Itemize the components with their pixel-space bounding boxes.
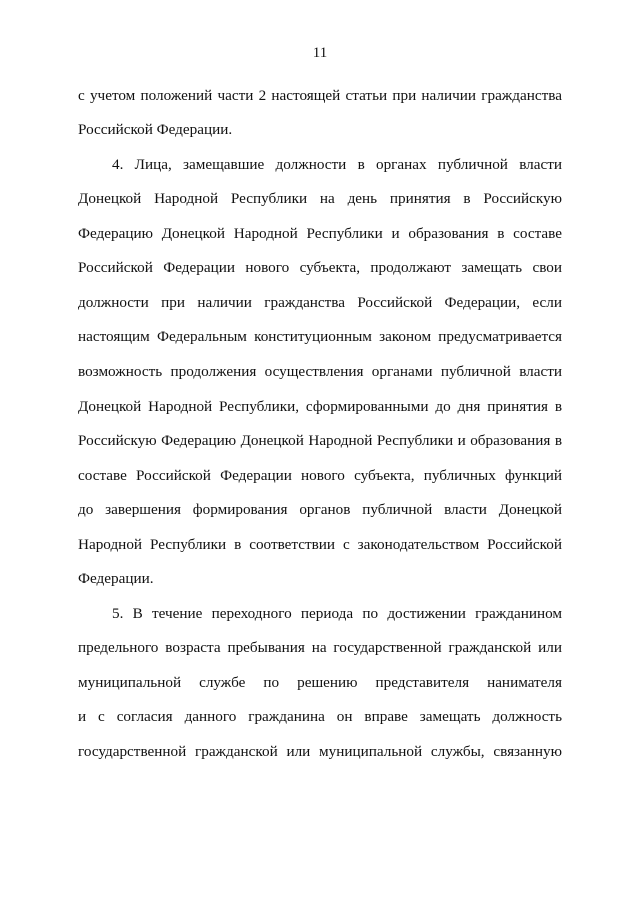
text-line-7: должности при наличии гражданства Российской Федерации, если: [78, 294, 562, 311]
paragraph-5-first-line: 5. В течение переходного периода по достижении гражданином: [112, 605, 562, 622]
text-line-18: муниципальной службе по решению представителя нанимателя: [78, 674, 562, 691]
text-line-2: Российской Федерации.: [78, 121, 233, 138]
text-line-6: Российской Федерации нового субъекта, продолжают замещать свои: [78, 259, 562, 276]
text-line-15: Федерации.: [78, 570, 154, 587]
text-line-17: предельного возраста пребывания на государственной гражданской или: [78, 639, 562, 656]
paragraph-4-first-line: 4. Лица, замещавшие должности в органах публичной власти: [112, 156, 562, 173]
text-line-14: Народной Республики в соответствии с законодательством Российской: [78, 536, 562, 553]
text-line-20: государственной гражданской или муниципальной службы, связанную: [78, 743, 562, 760]
text-line-13: до завершения формирования органов публичной власти Донецкой: [78, 501, 562, 518]
text-line-12: составе Российской Федерации нового субъекта, публичных функций: [78, 467, 562, 484]
page-number: 11: [312, 45, 328, 61]
text-line-1: с учетом положений части 2 настоящей статьи при наличии гражданства: [78, 87, 562, 104]
text-line-4: Донецкой Народной Республики на день принятия в Российскую: [78, 190, 562, 207]
text-line-5: Федерацию Донецкой Народной Республики и образования в составе: [78, 225, 562, 242]
text-line-8: настоящим Федеральным конституционным законом предусматривается: [78, 328, 562, 345]
text-line-19: и с согласия данного гражданина он вправе замещать должность: [78, 708, 562, 725]
text-line-9: возможность продолжения осуществления органами публичной власти: [78, 363, 562, 380]
text-line-10: Донецкой Народной Республики, сформированными до дня принятия в: [78, 398, 562, 415]
text-line-11: Российскую Федерацию Донецкой Народной Республики и образования в: [78, 432, 562, 449]
